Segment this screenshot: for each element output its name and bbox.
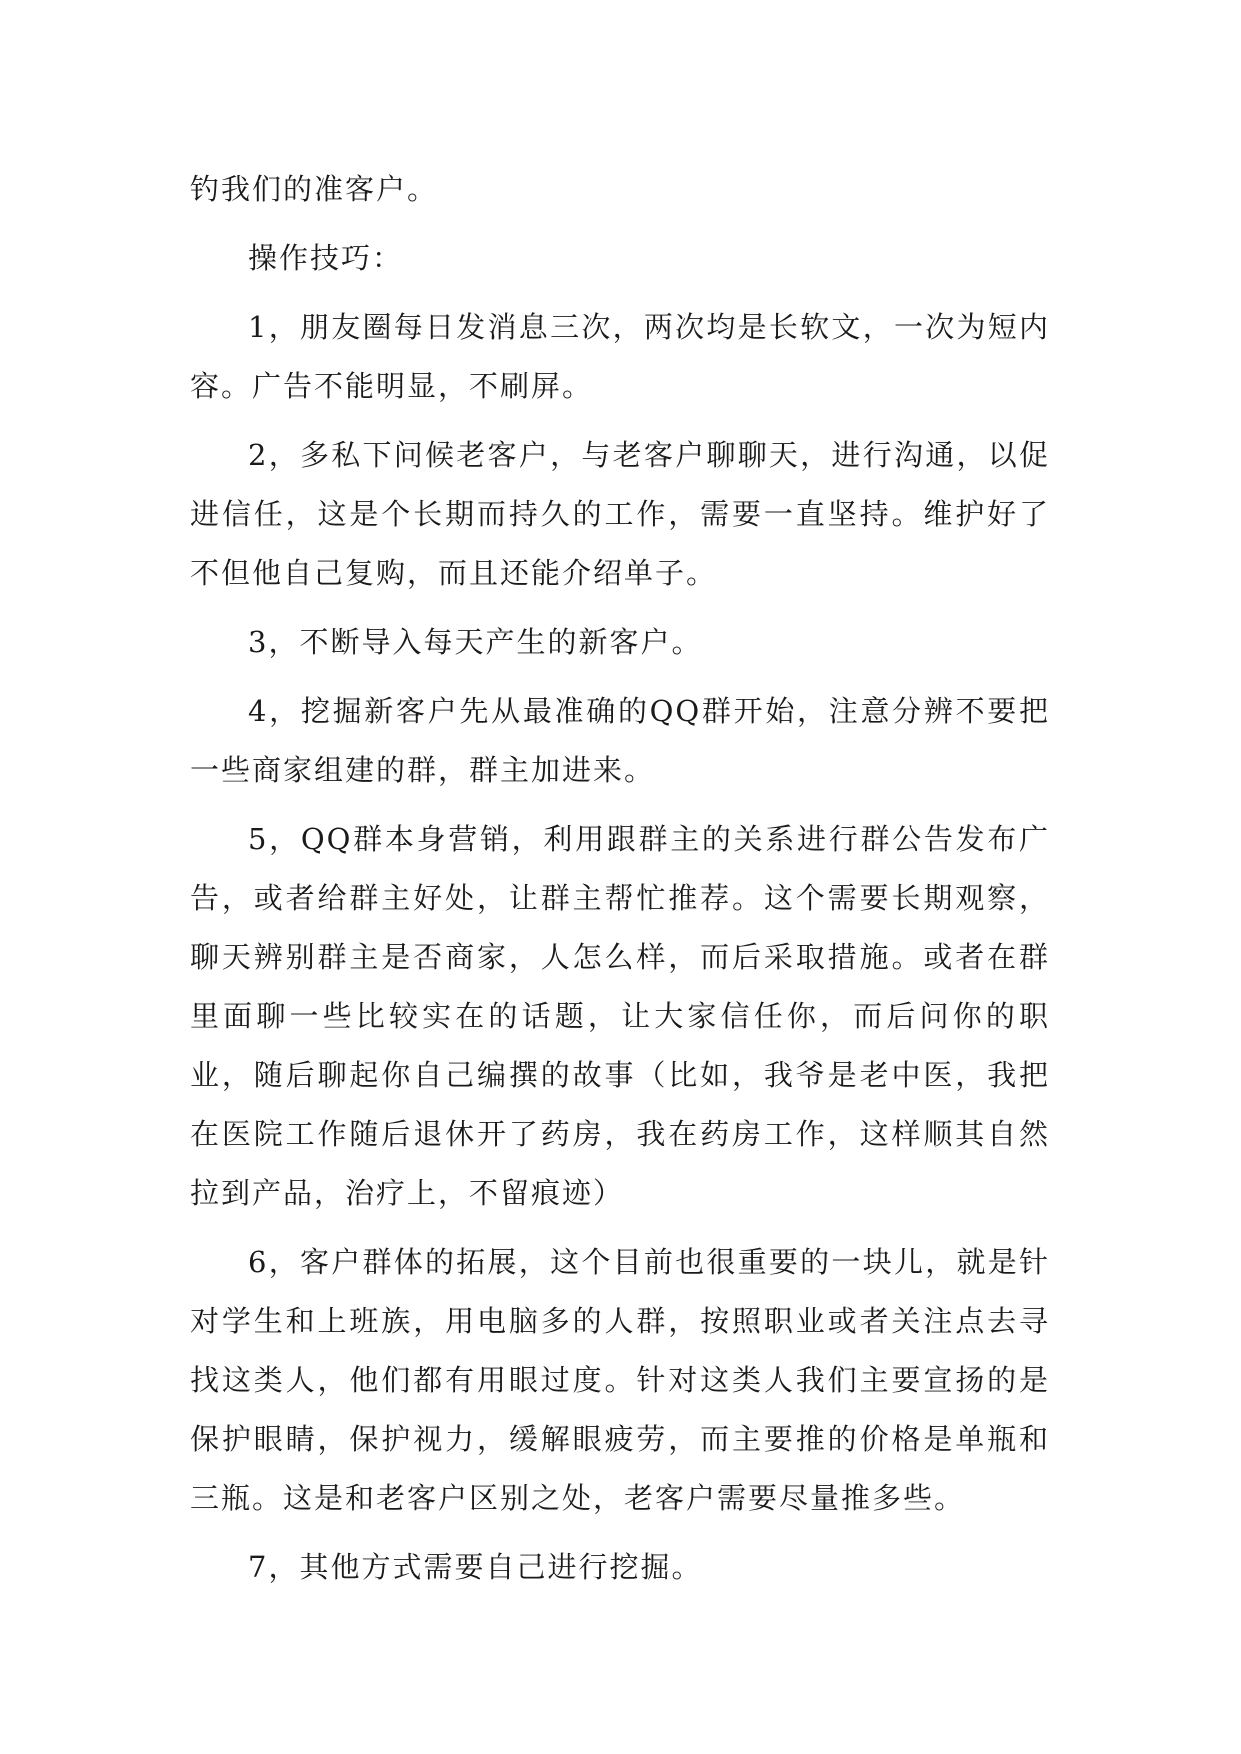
list-item-7: 7，其他方式需要自己进行挖掘。 — [248, 1550, 703, 1584]
list-item-5: 5，QQ群本身营销，利用跟群主的关系进行群公告发布广告，或者给群主好处，让群主帮忙推荐。这个需要长期观察，聊天辨别群主是否商家，人怎么样，而后采取措施。或者在群里面聊一些比较实在的话题，让大家信任你，而后问你的职业，随后聊起你自己编撰的故事（比如，我爷是老中医，我把在医院工作随后退休开了药房，我在药房工作，这样顺其自然拉到产品，治疗上，不留痕迹） — [190, 822, 1050, 1210]
list-item-4: 4，挖掘新客户先从最准确的QQ群开始，注意分辨不要把一些商家组建的群，群主加进来。 — [190, 694, 1050, 787]
section-heading: 操作技巧： — [248, 241, 404, 275]
list-item-3: 3，不断导入每天产生的新客户。 — [248, 625, 703, 659]
paragraph-continuation: 钓我们的准客户。 — [190, 172, 439, 206]
list-item-1: 1，朋友圈每日发消息三次，两次均是长软文，一次为短内容。广告不能明显，不刷屏。 — [190, 310, 1050, 403]
list-item-2: 2，多私下问候老客户，与老客户聊聊天，进行沟通，以促进信任，这是个长期而持久的工作，需要一直坚持。维护好了不但他自己复购，而且还能介绍单子。 — [190, 438, 1050, 590]
list-item-6: 6，客户群体的拓展，这个目前也很重要的一块儿，就是针对学生和上班族，用电脑多的人群，按照职业或者关注点去寻找这类人，他们都有用眼过度。针对这类人我们主要宣扬的是保护眼睛，保护视力，缓解眼疲劳，而主要推的价格是单瓶和三瓶。这是和老客户区别之处，老客户需要尽量推多些。 — [190, 1245, 1050, 1515]
document-page — [190, 160, 1050, 1607]
